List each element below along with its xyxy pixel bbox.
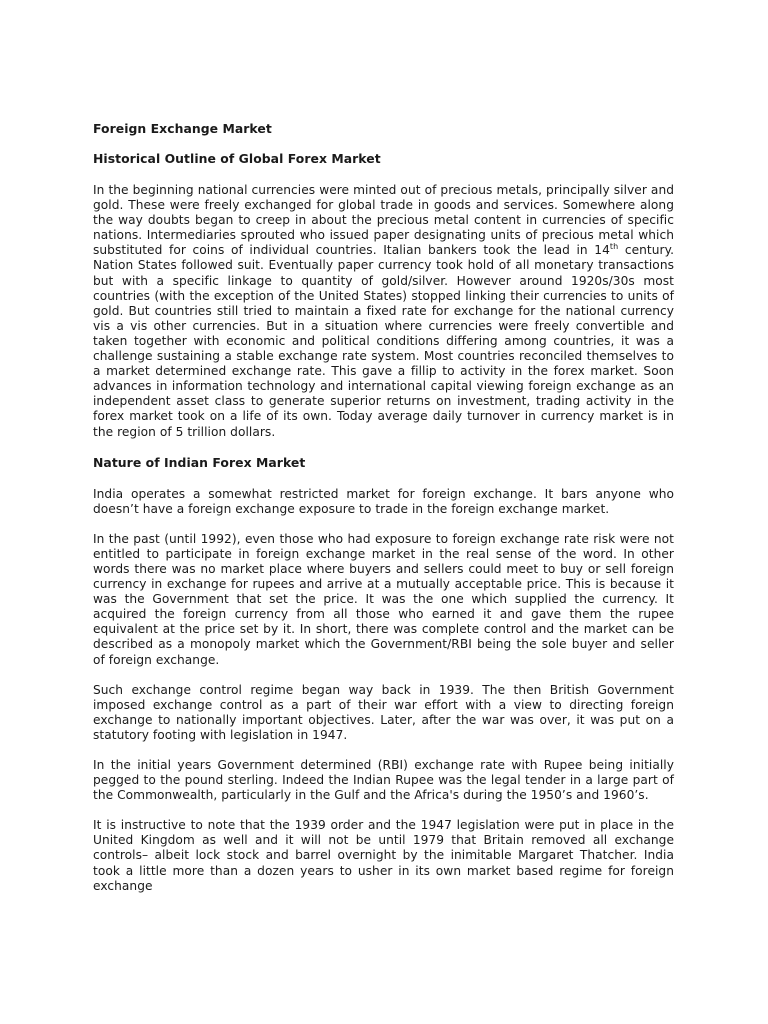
paragraph-before-1992: In the past (until 1992), even those who had exposure to foreign exchange rate risk were not entitled to participate in foreign exchange market in the real sense of the word. In other words there was no market place where buyers and sellers could meet to buy or sell foreign currency in exchange for rupees and arrive at a mutually acceptable price. This is because it was the Government that set the price. It was the one which supplied the currency. It acquired the foreign currency from all those who earned it and gave them the rupee equivalent at the price set by it. In short, there was complete control and the market can be described as a monopoly market which the Government/RBI being the sole buyer and seller of foreign exchange.: [93, 531, 674, 667]
superscript-th: th: [609, 242, 619, 252]
paragraph-uk-comparison: It is instructive to note that the 1939 order and the 1947 legislation were put in place in the United Kingdom as well and it will not be until 1979 that Britain removed all exchange controls– albeit lock stock and barrel overnight by the inimitable Margaret Thatcher. India took a little more than a dozen years to usher in its own market based regime for foreign exchange: [93, 818, 674, 893]
section-heading-historical-outline: Historical Outline of Global Forex Market: [93, 151, 381, 166]
section-heading-indian-forex: Nature of Indian Forex Market: [93, 454, 306, 470]
paragraph-history: [93, 183, 674, 440]
paragraph-restricted-market: India operates a somewhat restricted market for foreign exchange. It bars anyone who doesn’t have a foreign exchange exposure to trade in the foreign exchange market.: [93, 486, 674, 516]
paragraph-history-text-start: In the beginning national currencies were minted out of precious metals, principally silver and gold. These were freely exchanged for global trade in goods and services. Somewhere along the way doubts began to creep in about the precious metal content in currencies of specific nations. Intermediaries sprouted who issued paper designating units of precious metal which substituted for coins of individual countries. Italian bankers took the lead in 14: [93, 183, 674, 258]
document-title: Foreign Exchange Market: [93, 121, 272, 136]
paragraph-rupee-peg: In the initial years Government determined (RBI) exchange rate with Rupee being initially pegged to the pound sterling. Indeed the Indian Rupee was the legal tender in a large part of the Commonwealth, particularly in the Gulf and the Africa's during the 1950’s and 1960’s.: [93, 758, 674, 803]
paragraph-history-text-end: century. Nation States followed suit. Eventually paper currency took hold of all monetary transactions but with a specific linkage to quantity of gold/silver. However around 1920s/30s most countries (with the exception of the United States) stopped linking their currencies to units of gold. But countries still tried to maintain a fixed rate for exchange for the national currency vis a vis other currencies. But in a situation where currencies were freely convertible and taken together with economic and political conditions differing among countries, it was a challenge sustaining a stable exchange rate system. Most countries reconciled themselves to a market determined exchange rate. This gave a fillip to activity in the forex market. Soon advances in information technology and international capital viewing foreign exchange as an independent asset class to generate superior returns on investment, trading activity in the forex market took on a life of its own. Today average daily turnover in currency market is in the region of 5 trillion dollars.: [93, 243, 675, 439]
document-page: [93, 121, 674, 909]
paragraph-exchange-control-1939: Such exchange control regime began way back in 1939. The then British Government imposed exchange control as a part of their war effort with a view to directing foreign exchange to nationally important objectives. Later, after the war was over, it was put on a statutory footing with legislation in 1947.: [93, 682, 674, 742]
